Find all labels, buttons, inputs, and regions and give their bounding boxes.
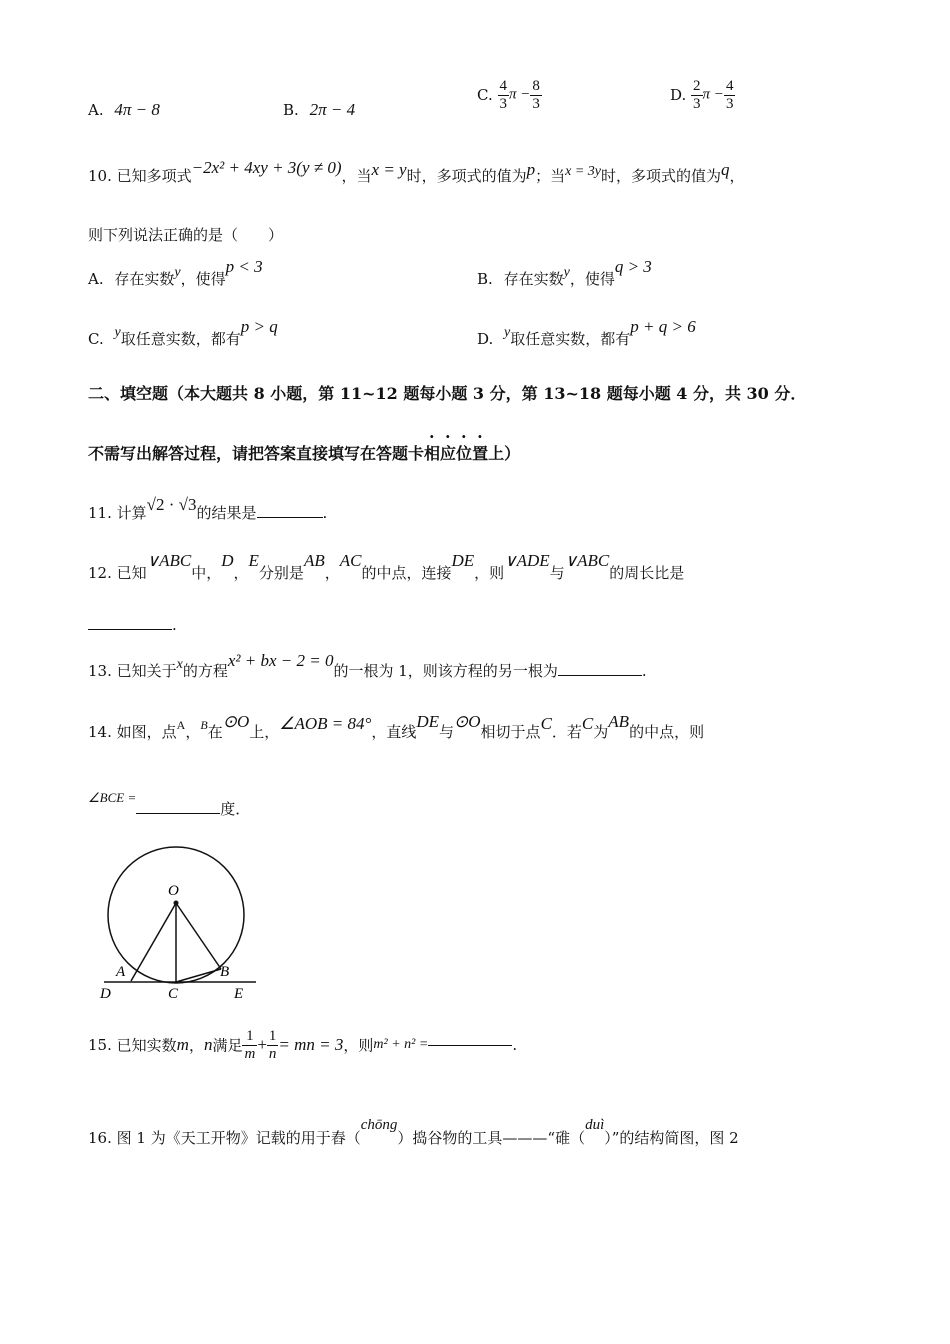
question-text: 如图，点 bbox=[116, 723, 177, 741]
math-expr: ∨ABC bbox=[564, 551, 610, 570]
question-text: 为 bbox=[593, 723, 609, 741]
question-text: 满足 bbox=[212, 1036, 243, 1055]
q9-option-d bbox=[670, 78, 735, 112]
pinyin: duì bbox=[585, 1117, 605, 1133]
q10-stem bbox=[88, 158, 745, 186]
math-var: AC bbox=[339, 551, 362, 570]
question-text: 上， bbox=[249, 723, 280, 741]
q10-option-d bbox=[477, 317, 696, 349]
math-expr: ⊙O bbox=[222, 712, 250, 731]
question-text: 已知 bbox=[116, 564, 147, 582]
fraction: $\frac{2}{3}$ bbox=[693, 78, 701, 112]
question-number: 15. bbox=[88, 1036, 112, 1054]
q10-line2: 则下列说法正确的是（ ） bbox=[88, 226, 284, 244]
question-text: 已知关于 bbox=[116, 662, 177, 680]
math-var: B bbox=[200, 718, 208, 732]
question-text: 相切于点 bbox=[480, 723, 541, 741]
question-text: ， bbox=[233, 564, 249, 582]
question-text: 的一根为 1，则该方程的另一根为 bbox=[333, 662, 558, 680]
question-number: 12. bbox=[88, 564, 112, 582]
label-a: A bbox=[116, 964, 126, 980]
math-var: D bbox=[221, 551, 234, 570]
punctuation: . bbox=[172, 616, 177, 634]
math-var: y bbox=[504, 325, 511, 340]
math-var: E bbox=[248, 551, 259, 570]
fraction: $\frac{4}{3}$ bbox=[499, 78, 507, 112]
question-text: 度． bbox=[220, 800, 251, 818]
pinyin: chōng bbox=[360, 1117, 398, 1133]
math-expr: m² + n² = bbox=[373, 1037, 429, 1052]
math-expr: x² + bx − 2 = 0 bbox=[227, 651, 334, 670]
q12-answer-line bbox=[88, 616, 177, 634]
question-text: ， bbox=[729, 167, 745, 185]
question-text: 中， bbox=[191, 564, 222, 582]
q9-option-b bbox=[283, 100, 355, 120]
fraction: $\frac{1}{m}$ bbox=[244, 1028, 256, 1062]
answer-blank[interactable] bbox=[257, 517, 323, 518]
question-text: ，则 bbox=[343, 1036, 374, 1055]
punctuation: . bbox=[641, 662, 647, 680]
punctuation: . bbox=[322, 504, 328, 522]
q15 bbox=[88, 1028, 517, 1062]
fraction: $\frac{4}{3}$ bbox=[725, 78, 734, 112]
math-expr: ∨ADE bbox=[504, 551, 550, 570]
math-expr: ∠BCE = bbox=[88, 790, 137, 805]
question-text: 的中点，则 bbox=[629, 723, 705, 741]
math-var: DE bbox=[416, 712, 439, 731]
option-label: A. bbox=[88, 270, 104, 288]
question-text: 时，多项式的值为 bbox=[406, 167, 527, 185]
question-number: 16. bbox=[88, 1129, 112, 1147]
question-text: 的中点，连接 bbox=[361, 564, 452, 582]
heading-text: 上） bbox=[488, 444, 521, 463]
question-text: ．若 bbox=[551, 723, 582, 741]
question-text: 在 bbox=[207, 723, 223, 741]
question-number: 13. bbox=[88, 662, 112, 680]
segment-oa bbox=[131, 903, 176, 981]
segment-cb bbox=[176, 969, 221, 982]
question-number: 10. bbox=[88, 167, 112, 185]
question-text: 已知多项式 bbox=[116, 167, 192, 185]
q14 bbox=[88, 712, 705, 742]
math-var: C bbox=[581, 714, 594, 733]
question-text: ；当 bbox=[535, 167, 566, 185]
emphasis-char: 相 bbox=[424, 444, 441, 463]
option-expr: π − bbox=[702, 86, 724, 103]
math-var: p bbox=[526, 160, 536, 179]
fraction: $\frac{8}{3}$ bbox=[532, 78, 540, 112]
question-number: 11. bbox=[88, 504, 112, 522]
math-var: q bbox=[721, 160, 730, 179]
option-label: A. bbox=[88, 101, 104, 119]
question-text: ，直线 bbox=[371, 723, 417, 741]
answer-blank[interactable] bbox=[558, 675, 642, 676]
q13 bbox=[88, 651, 647, 681]
math-var: y bbox=[114, 325, 121, 340]
circle-figure bbox=[96, 840, 266, 1010]
option-expr: π − bbox=[509, 86, 531, 103]
question-text: ，则 bbox=[474, 564, 505, 582]
question-text: 分别是 bbox=[258, 564, 304, 582]
question-text: ）”的结构简图，图 2 bbox=[604, 1129, 739, 1147]
option-text: 存在实数 bbox=[114, 270, 175, 288]
math-var: y bbox=[563, 265, 570, 280]
math-var: A bbox=[176, 718, 186, 732]
option-label: C. bbox=[88, 330, 104, 348]
question-text: ， bbox=[185, 723, 201, 741]
option-text: ，使得 bbox=[569, 270, 615, 288]
option-label: B. bbox=[283, 101, 299, 119]
q14-line2 bbox=[88, 790, 251, 819]
math-var: AB bbox=[303, 551, 325, 570]
option-label: C. bbox=[477, 86, 493, 104]
question-number: 14. bbox=[88, 723, 112, 741]
math-expr: p + q > 6 bbox=[630, 317, 696, 336]
question-text: ，当 bbox=[341, 167, 372, 185]
segment-ob bbox=[176, 903, 221, 969]
math-var: C bbox=[540, 714, 552, 733]
option-text: 取任意实数，都有 bbox=[510, 330, 631, 348]
math-expr: −2x² + 4xy + 3(y ≠ 0) bbox=[191, 158, 342, 177]
question-text: 图 1 为《天工开物》记载的用于舂（ bbox=[116, 1129, 361, 1147]
label-e: E bbox=[234, 986, 244, 1002]
math-expr: ∨ABC bbox=[146, 551, 192, 570]
option-label: D. bbox=[670, 86, 687, 104]
punctuation: . bbox=[512, 1036, 518, 1054]
answer-blank[interactable] bbox=[428, 1045, 512, 1046]
question-text: 与 bbox=[439, 723, 455, 741]
option-text: 取任意实数，都有 bbox=[120, 330, 241, 348]
section-heading: 二、填空题（本大题共 8 小题，第 11~12 题每小题 3 分，第 13~18 题每小题 4 分，共 30 分． bbox=[88, 384, 807, 403]
math-var: DE bbox=[451, 551, 475, 570]
question-text: 时，多项式的值为 bbox=[601, 167, 722, 185]
math-expr: ∠AOB = 84° bbox=[279, 714, 372, 733]
label-b: B bbox=[220, 964, 230, 980]
q9-option-c bbox=[477, 78, 542, 112]
question-text: ， bbox=[324, 564, 340, 582]
math-var: y bbox=[174, 265, 181, 280]
math-var: x bbox=[176, 657, 183, 672]
question-text: 已知实数 bbox=[116, 1036, 177, 1055]
q10-option-a bbox=[88, 257, 263, 289]
math-expr: ⊙O bbox=[454, 712, 481, 731]
math-operator: + bbox=[257, 1035, 267, 1054]
center-point bbox=[174, 901, 179, 906]
option-label: D. bbox=[477, 330, 494, 348]
q10-option-b bbox=[477, 257, 652, 289]
option-label: B. bbox=[477, 270, 493, 288]
emphasis-char: 位 bbox=[456, 444, 473, 463]
q16 bbox=[88, 1117, 739, 1148]
question-text: 的结果是 bbox=[196, 504, 257, 522]
math-expr: = mn = 3 bbox=[278, 1035, 344, 1054]
q10-option-c bbox=[88, 317, 278, 349]
math-expr: x = y bbox=[371, 160, 407, 179]
question-text: ）捣谷物的工具———“碓（ bbox=[397, 1129, 586, 1147]
q11 bbox=[88, 495, 328, 523]
label-o: O bbox=[168, 883, 179, 899]
label-c: C bbox=[168, 986, 179, 1002]
option-expr: 4π − 8 bbox=[114, 100, 160, 119]
math-var: AB bbox=[608, 712, 630, 731]
math-expr: x = 3y bbox=[565, 164, 601, 179]
option-text: ，使得 bbox=[180, 270, 226, 288]
answer-blank[interactable] bbox=[136, 813, 220, 814]
math-var: n bbox=[203, 1035, 213, 1054]
question-text: 与 bbox=[549, 564, 565, 582]
math-expr: p < 3 bbox=[225, 257, 263, 276]
question-text: 的方程 bbox=[182, 662, 228, 680]
emphasis-char: 置 bbox=[472, 444, 489, 463]
math-expr: p > q bbox=[240, 317, 278, 336]
q9-option-a bbox=[88, 100, 160, 120]
emphasis-char: 应 bbox=[440, 444, 457, 463]
label-d: D bbox=[100, 986, 111, 1002]
question-text: 的周长比是 bbox=[609, 564, 685, 582]
option-text: 存在实数 bbox=[503, 270, 564, 288]
question-text: 计算 bbox=[116, 504, 147, 522]
question-text: ， bbox=[188, 1036, 204, 1055]
math-expr: q > 3 bbox=[614, 257, 652, 276]
fraction: $\frac{1}{n}$ bbox=[268, 1028, 277, 1062]
math-var: m bbox=[176, 1035, 189, 1054]
math-expr: √2 · √3 bbox=[146, 495, 197, 514]
answer-blank[interactable] bbox=[88, 629, 172, 630]
option-expr: 2π − 4 bbox=[309, 100, 356, 119]
section-heading-line2 bbox=[88, 441, 520, 464]
heading-text: 不需写出解答过程，请把答案直接填写在答题卡 bbox=[88, 444, 425, 463]
q12 bbox=[88, 551, 685, 583]
